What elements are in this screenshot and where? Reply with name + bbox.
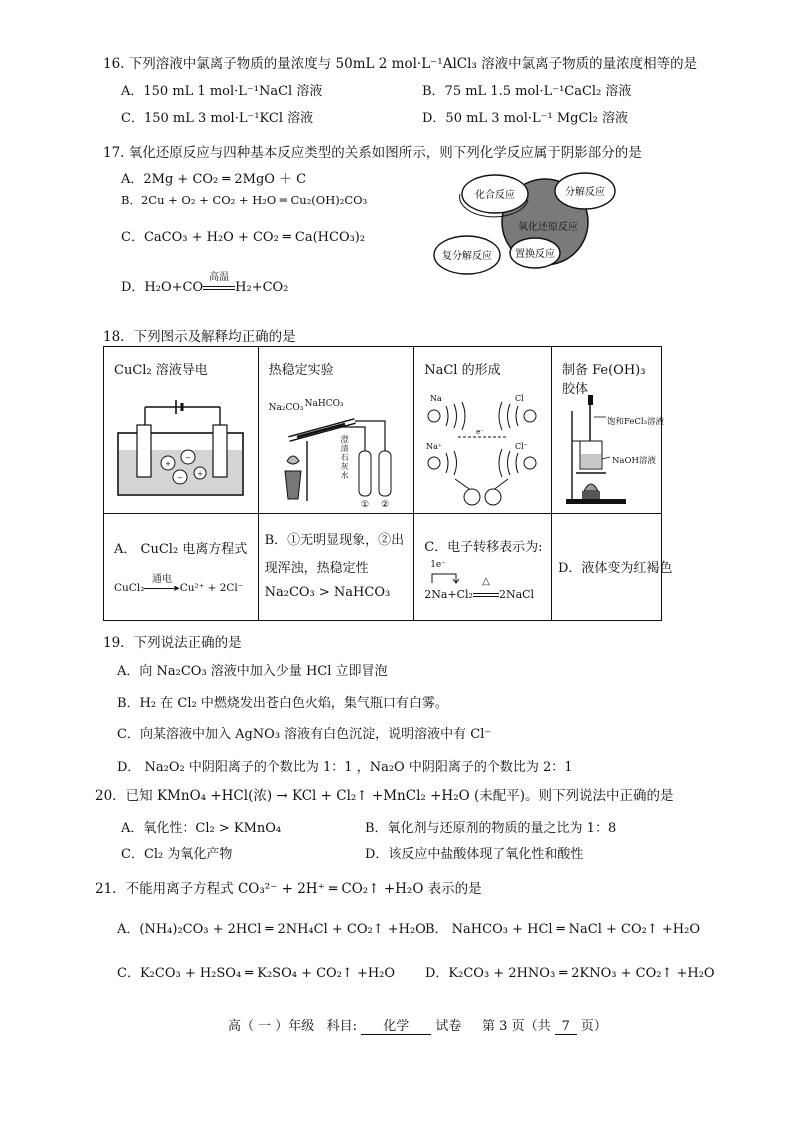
q19-option-a: A．向 Na₂CO₃ 溶液中加入少量 HCl 立即冒泡 [117, 664, 388, 679]
q16-option-c: C．150 mL 3 mol·L⁻¹KCl 溶液 [121, 111, 314, 126]
q18-c-equation [424, 576, 535, 601]
q20-option-d: D．该反应中盐酸体现了氧化性和酸性 [365, 847, 584, 862]
q19-option-d: D． Na₂O₂ 中阴阳离子的个数比为 1：1 ，Na₂O 中阴阳离子的个数比为 2：1 [117, 760, 573, 775]
q18-option-d [551, 514, 673, 621]
footer-grade: 高（ 一 ）年级 [228, 1019, 315, 1034]
q18-header-4: 制备 Fe(OH)₃ 胶体 [561, 363, 646, 397]
q19-stem: 19．下列说法正确的是 [103, 635, 242, 651]
q20-stem: 20．已知 KMnO₄ +HCl(浓) → KCl + Cl₂↑ +MnCl₂ +H₂O (未配平)。则下列说法中正确的是 [95, 788, 674, 804]
q16-option-d: D．50 mL 3 mol·L⁻¹ MgCl₂ 溶液 [422, 111, 628, 126]
q17-stem: 17. 氧化还原反应与四种基本反应类型的关系如图所示，则下列化学反应属于阴影部分的是 [103, 145, 642, 161]
q18-c-products: 2NaCl [498, 588, 535, 601]
q17-option-a: A．2Mg + CO₂ ═ 2MgO ＋ C [121, 172, 307, 187]
q18-c-electron: 1e⁻ [430, 560, 447, 570]
redox-label: 氧化还原反应 [518, 222, 578, 233]
q16-option-b: B．75 mL 1.5 mol·L⁻¹CaCl₂ 溶液 [422, 84, 632, 99]
q18-figure-1 [104, 347, 259, 514]
fecl3-label: 饱和FeCl₃溶液 [606, 417, 665, 427]
nacl-formation-diagram [420, 391, 548, 509]
footer-subject-label: 科目: [326, 1019, 358, 1034]
q17-d-condition: 高温 [209, 272, 230, 283]
q20-option-a: A．氧化性：Cl₂ > KMnO₄ [121, 821, 282, 836]
q17-d-reactants: D．H₂O+CO [121, 280, 204, 295]
q18-c-title: C．电子转移表示为: [424, 540, 543, 555]
q18-c-transfer-arrow [428, 571, 468, 585]
q18-a-reactant: CuCl₂ [114, 582, 145, 594]
svg-text:+: + [197, 470, 203, 478]
decomposition-label: 分解反应 [565, 187, 605, 198]
na2co3-label: Na₂CO₃ [268, 403, 304, 413]
q21-stem: 21．不能用离子方程式 CO₃²⁻ + 2H⁺ ═ CO₂↑ +H₂O 表示的是 [95, 881, 482, 897]
q18-table [103, 346, 673, 621]
cl-ion-label: Cl⁻ [515, 442, 529, 451]
q18-c-reactants: 2Na+Cl₂ [424, 588, 473, 601]
q18-a-condition: 通电 [152, 574, 173, 585]
q17-option-b: B．2Cu + O₂ + CO₂ + H₂O ═ Cu₂(OH)₂CO₃ [121, 193, 368, 207]
q16-option-a: A．150 mL 1 mol·L⁻¹NaCl 溶液 [121, 84, 323, 99]
q18-option-b [258, 514, 414, 621]
q17-option-c: C．CaCO₃ + H₂O + CO₂ ═ Ca(HCO₃)₂ [121, 230, 366, 245]
svg-text:−: − [177, 474, 183, 482]
q18-a-products: Cu²⁺ + 2Cl⁻ [179, 582, 244, 594]
na-atom-label: Na [430, 394, 442, 403]
q19-option-b: B．H₂ 在 Cl₂ 中燃烧发出苍白色火焰，集气瓶口有白雾。 [117, 696, 448, 711]
q20-option-b: B．氧化剂与还原剂的物质的量之比为 1：8 [365, 821, 617, 836]
colloid-apparatus [558, 391, 666, 509]
combination-label: 化合反应 [475, 190, 515, 201]
svg-text:−: − [185, 454, 191, 462]
footer-paper: 试卷 [435, 1019, 462, 1034]
tube-2-label: ② [380, 500, 389, 509]
q18-figure-2 [258, 347, 414, 514]
reaction-type-diagram [430, 160, 630, 290]
q16-stem: 16. 下列溶液中氯离子物质的量浓度与 50mL 2 mol·L⁻¹AlCl₃ 溶液中氯离子物质的量浓度相等的是 [103, 56, 698, 72]
nahco3-label: NaHCO₃ [304, 399, 344, 409]
q17-d-arrow [203, 272, 235, 295]
footer-total-pages: 7 [555, 1019, 577, 1035]
double-replacement-label: 复分解反应 [442, 251, 492, 262]
q18-b-line-3: Na₂CO₃ > NaHCO₃ [264, 585, 391, 600]
q21-option-c: C．K₂CO₃ + H₂SO₄ ═ K₂SO₄ + CO₂↑ +H₂O [117, 966, 396, 981]
q20-option-c: C．Cl₂ 为氧化产物 [121, 847, 233, 862]
footer-page-suffix: 页） [580, 1019, 607, 1034]
q18-option-a [104, 514, 259, 621]
q18-c-condition: △ [482, 576, 490, 587]
page-footer [228, 1015, 607, 1035]
q18-figure-4 [551, 347, 665, 514]
electron-label: e⁻ [476, 428, 485, 436]
thermal-stability-apparatus [267, 411, 412, 509]
q18-a-arrow: 通电 ▸ [144, 582, 179, 594]
naoh-label: NaOH溶液 [611, 456, 656, 466]
q18-a-title: A． CuCl₂ 电离方程式 [114, 542, 248, 557]
single-replacement-label: 置换反应 [515, 249, 555, 260]
q18-option-c [414, 514, 552, 621]
q21-option-a: A．(NH₄)₂CO₃ + 2HCl ═ 2NH₄Cl + CO₂↑ +H₂O [117, 922, 426, 937]
footer-subject: 化学 [361, 1015, 431, 1035]
svg-text:+: + [165, 460, 171, 468]
q21-option-d: D．K₂CO₃ + 2HNO₃ ═ 2KNO₃ + CO₂↑ +H₂O [425, 966, 715, 981]
q17-option-d [121, 272, 289, 295]
q18-b-line-2: 现浑浊，热稳定性 [264, 561, 369, 576]
q19-option-c: C．向某溶液中加入 AgNO₃ 溶液有白色沉淀，说明溶液中有 Cl⁻ [117, 727, 492, 742]
cl-atom-label: Cl [515, 394, 524, 403]
q18-stem: 18．下列图示及解释均正确的是 [103, 329, 296, 345]
q18-d-text: D．液体变为红褐色 [557, 561, 673, 576]
electrolysis-apparatus [110, 395, 255, 505]
na-ion-label: Na⁺ [426, 442, 443, 451]
limewater-label: 澄清石灰水 [340, 435, 349, 480]
q18-header-2: 热稳定实验 [268, 363, 334, 378]
q17-d-products: H₂+CO₂ [235, 280, 289, 295]
q18-c-arrow [473, 576, 499, 601]
q18-figure-3 [414, 347, 552, 514]
footer-page: 第 3 页（共 [482, 1019, 551, 1034]
q18-header-3: NaCl 的形成 [424, 363, 501, 378]
q18-header-1: CuCl₂ 溶液导电 [114, 363, 208, 378]
tube-1-label: ① [360, 500, 369, 509]
q18-b-line-1: B．①无明显现象，②出 [264, 533, 405, 548]
q21-option-b: B． NaHCO₃ + HCl ═ NaCl + CO₂↑ +H₂O [425, 922, 700, 937]
q18-a-equation [114, 574, 244, 594]
